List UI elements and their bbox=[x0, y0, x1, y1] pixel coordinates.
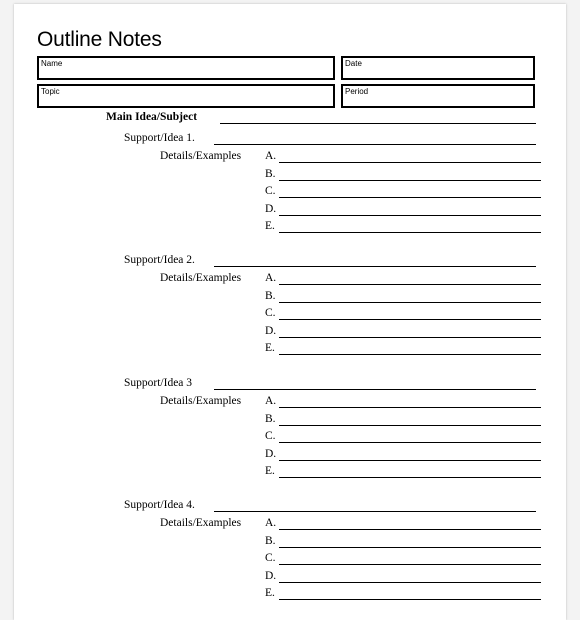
page-title: Outline Notes bbox=[37, 28, 162, 51]
detail-line[interactable] bbox=[279, 529, 541, 530]
detail-letter: D. bbox=[265, 569, 277, 582]
detail-letter: C. bbox=[265, 552, 276, 564]
detail-letter: C. bbox=[265, 185, 276, 197]
date-field[interactable] bbox=[341, 56, 535, 80]
support-idea-line[interactable] bbox=[214, 511, 536, 512]
support-idea-line[interactable] bbox=[214, 389, 536, 390]
detail-letter: B. bbox=[265, 167, 276, 180]
detail-line[interactable] bbox=[279, 162, 541, 163]
main-idea-line[interactable] bbox=[220, 123, 536, 124]
detail-letter: D. bbox=[265, 324, 277, 337]
support-idea-label: Support/Idea 1. bbox=[124, 132, 195, 144]
detail-line[interactable] bbox=[279, 232, 541, 233]
detail-letter: A. bbox=[265, 150, 277, 162]
detail-line[interactable] bbox=[279, 319, 541, 320]
detail-letter: D. bbox=[265, 447, 277, 460]
period-field[interactable] bbox=[341, 84, 535, 108]
detail-line[interactable] bbox=[279, 215, 541, 216]
detail-line[interactable] bbox=[279, 442, 541, 443]
detail-letter: A. bbox=[265, 395, 277, 407]
details-examples-label: Details/Examples bbox=[160, 272, 242, 284]
detail-line[interactable] bbox=[279, 302, 541, 303]
worksheet-page bbox=[14, 4, 566, 620]
topic-field[interactable] bbox=[37, 84, 335, 108]
detail-line[interactable] bbox=[279, 547, 541, 548]
detail-line[interactable] bbox=[279, 180, 541, 181]
support-idea-label: Support/Idea 3 bbox=[124, 377, 193, 389]
support-idea-line[interactable] bbox=[214, 144, 536, 145]
main-idea-label: Main Idea/Subject bbox=[106, 111, 198, 123]
support-idea-label: Support/Idea 2. bbox=[124, 254, 195, 266]
details-examples-label: Details/Examples bbox=[160, 395, 242, 407]
detail-letter: A. bbox=[265, 272, 277, 284]
name-label: Name bbox=[41, 59, 63, 68]
detail-line[interactable] bbox=[279, 599, 541, 600]
details-examples-label: Details/Examples bbox=[160, 150, 242, 162]
detail-line[interactable] bbox=[279, 197, 541, 198]
detail-letter: E. bbox=[265, 587, 275, 599]
period-label: Period bbox=[345, 87, 369, 96]
detail-letter: D. bbox=[265, 202, 277, 215]
details-examples-label: Details/Examples bbox=[160, 517, 242, 529]
support-idea-label: Support/Idea 4. bbox=[124, 499, 195, 511]
detail-letter: B. bbox=[265, 412, 276, 425]
detail-line[interactable] bbox=[279, 460, 541, 461]
detail-letter: E. bbox=[265, 465, 275, 477]
detail-line[interactable] bbox=[279, 564, 541, 565]
detail-letter: A. bbox=[265, 517, 277, 529]
detail-letter: C. bbox=[265, 307, 276, 319]
detail-letter: E. bbox=[265, 342, 275, 354]
detail-line[interactable] bbox=[279, 354, 541, 355]
date-label: Date bbox=[345, 59, 362, 68]
detail-line[interactable] bbox=[279, 582, 541, 583]
name-field[interactable] bbox=[37, 56, 335, 80]
support-idea-line[interactable] bbox=[214, 266, 536, 267]
detail-line[interactable] bbox=[279, 284, 541, 285]
detail-letter: C. bbox=[265, 430, 276, 442]
detail-letter: B. bbox=[265, 289, 276, 302]
detail-line[interactable] bbox=[279, 337, 541, 338]
detail-line[interactable] bbox=[279, 477, 541, 478]
detail-letter: B. bbox=[265, 534, 276, 547]
detail-line[interactable] bbox=[279, 407, 541, 408]
detail-line[interactable] bbox=[279, 425, 541, 426]
topic-label: Topic bbox=[41, 87, 60, 96]
detail-letter: E. bbox=[265, 220, 275, 232]
